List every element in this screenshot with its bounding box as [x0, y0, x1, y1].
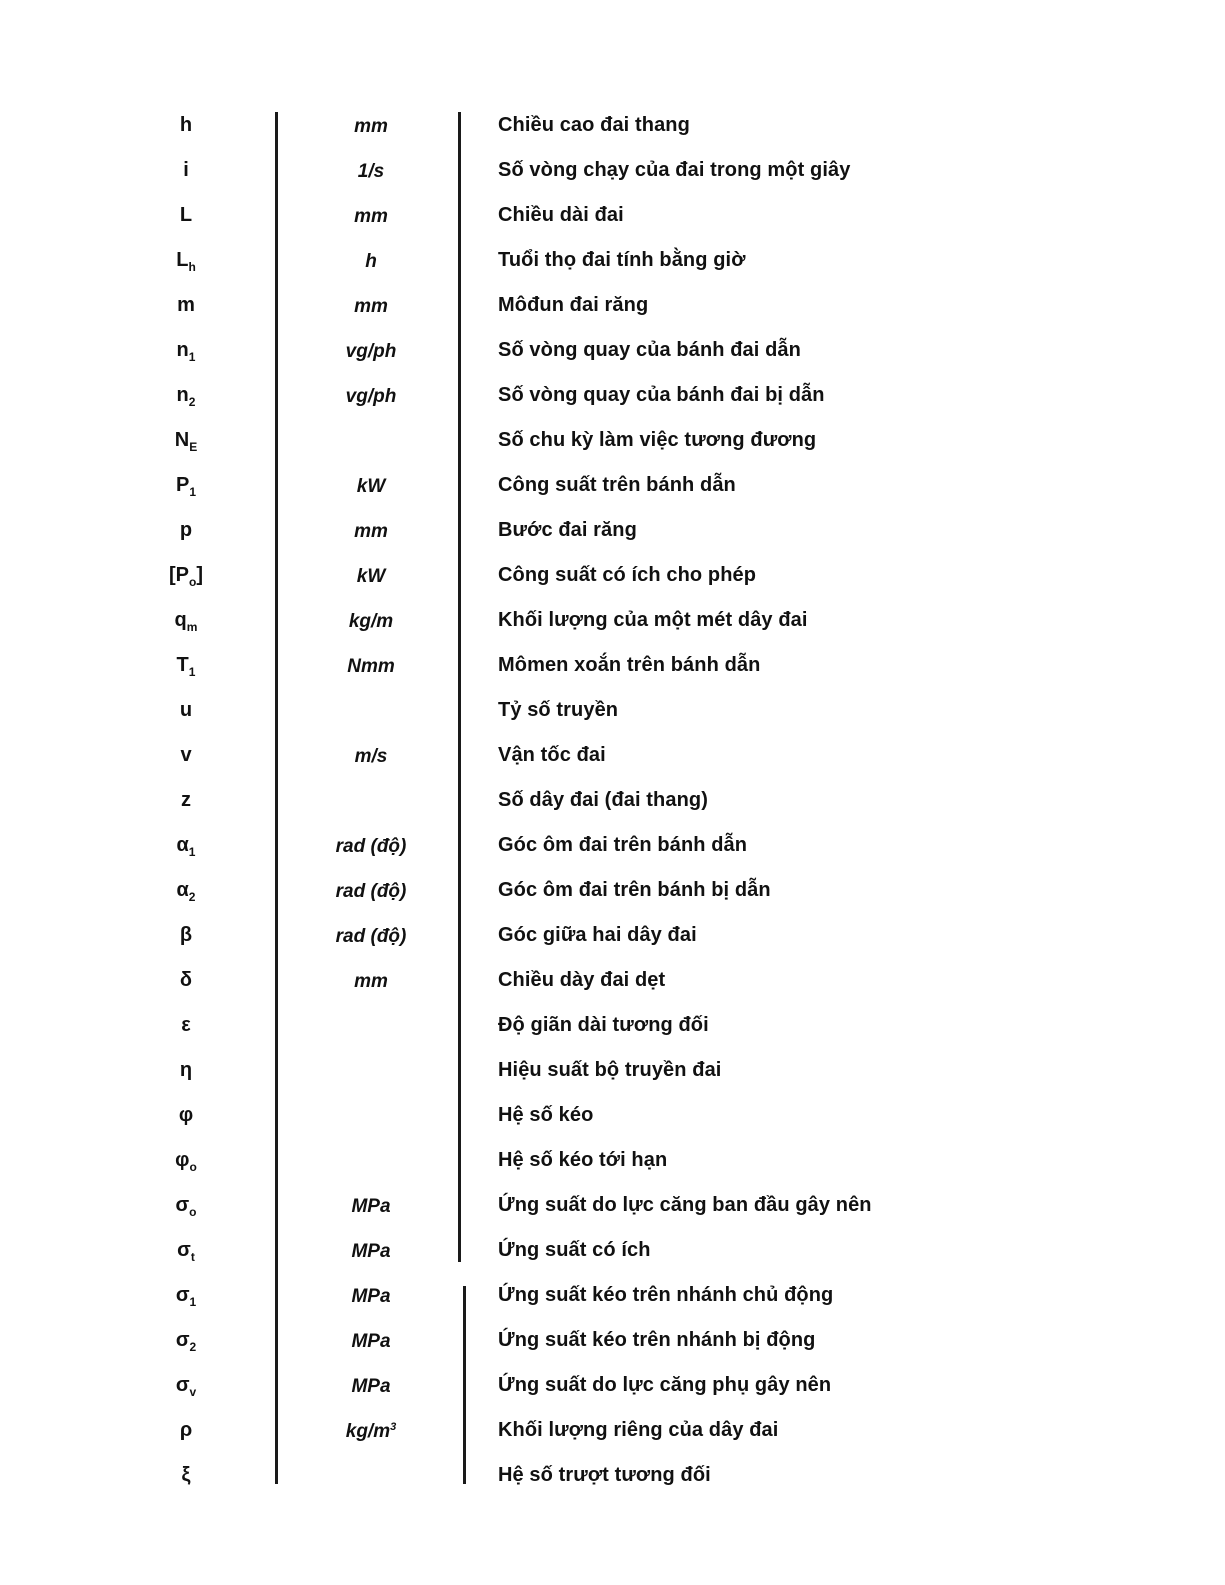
symbol-subscript: h	[188, 260, 196, 274]
symbol-text: q	[174, 609, 187, 631]
unit-cell	[296, 386, 446, 408]
unit-text: rad (độ)	[335, 881, 407, 902]
unit-text: m/s	[354, 746, 388, 767]
unit-superscript: 3	[390, 1421, 397, 1433]
table-row	[0, 1143, 1225, 1188]
table-row	[0, 783, 1225, 828]
symbol-subscript: E	[189, 440, 198, 454]
symbol-text: L	[179, 204, 193, 226]
symbol-cell	[150, 1104, 222, 1127]
unit-cell	[296, 1241, 446, 1263]
unit-cell	[296, 566, 446, 588]
symbol-subscript: m	[186, 620, 198, 634]
description-cell: Chiều cao đai thang	[498, 114, 690, 136]
table-row	[0, 1413, 1225, 1458]
description-cell: Hiệu suất bộ truyền đai	[498, 1059, 722, 1081]
symbol-cell	[150, 519, 222, 542]
table-row	[0, 963, 1225, 1008]
table-row	[0, 1278, 1225, 1323]
unit-cell	[296, 1286, 446, 1308]
table-row	[0, 873, 1225, 918]
symbol-subscript: 1	[189, 485, 197, 499]
symbol-text: N	[174, 429, 190, 451]
symbol-table	[0, 108, 1225, 1503]
unit-text: kW	[356, 566, 386, 587]
symbol-subscript: 1	[188, 350, 196, 364]
unit-cell	[296, 881, 446, 903]
description-cell: Hệ số kéo	[498, 1104, 594, 1126]
unit-cell	[296, 971, 446, 993]
table-row	[0, 1458, 1225, 1503]
symbol-cell	[150, 969, 222, 992]
symbol-subscript: o	[189, 1160, 197, 1174]
table-row	[0, 198, 1225, 243]
unit-cell	[296, 476, 446, 498]
unit-text: mm	[354, 206, 388, 227]
symbol-text: δ	[179, 969, 193, 991]
symbol-cell	[150, 924, 222, 947]
symbol-text: σ	[175, 1284, 190, 1306]
description-cell: Ứng suất do lực căng phụ gây nên	[498, 1374, 832, 1396]
description-cell: Số vòng chạy của đai trong một giây	[498, 159, 851, 181]
symbol-subscript: 1	[188, 845, 196, 859]
description-cell: Khối lượng của một mét dây đai	[498, 609, 808, 631]
table-row	[0, 378, 1225, 423]
symbol-cell	[150, 474, 222, 497]
unit-cell	[296, 251, 446, 273]
description-cell: Góc ôm đai trên bánh dẫn	[498, 834, 748, 856]
symbol-cell	[150, 1419, 222, 1442]
symbol-cell	[150, 1374, 222, 1397]
description-cell: Ứng suất kéo trên nhánh chủ động	[498, 1284, 834, 1306]
symbol-subscript: 1	[188, 665, 196, 679]
table-row	[0, 738, 1225, 783]
unit-text: mm	[354, 521, 388, 542]
symbol-subscript: v	[189, 1385, 197, 1399]
symbol-cell	[150, 879, 222, 902]
symbol-cell	[150, 204, 222, 227]
table-row	[0, 153, 1225, 198]
unit-cell	[296, 836, 446, 858]
unit-text: rad (độ)	[335, 926, 407, 947]
symbol-cell	[150, 249, 222, 272]
unit-cell	[296, 341, 446, 363]
symbol-text: σ	[175, 1194, 190, 1216]
table-row	[0, 648, 1225, 693]
table-row	[0, 1368, 1225, 1413]
symbol-cell	[150, 114, 222, 137]
symbol-text: φ	[175, 1149, 190, 1171]
table-row	[0, 1233, 1225, 1278]
symbol-cell	[150, 1149, 222, 1172]
symbol-text: P	[175, 474, 190, 496]
description-cell: Tỷ số truyền	[498, 699, 619, 721]
symbol-cell	[150, 1329, 222, 1352]
description-cell: Góc ôm đai trên bánh bị dẫn	[498, 879, 771, 901]
table-row	[0, 513, 1225, 558]
symbol-cell	[150, 1239, 222, 1262]
symbol-text: α	[176, 879, 189, 901]
symbol-text: ρ	[179, 1419, 193, 1441]
symbol-cell	[150, 564, 222, 587]
table-row	[0, 468, 1225, 513]
unit-text: rad (độ)	[335, 836, 407, 857]
description-cell: Số dây đai (đai thang)	[498, 789, 708, 811]
symbol-cell	[150, 1194, 222, 1217]
unit-cell	[296, 1331, 446, 1353]
unit-cell	[296, 1421, 446, 1443]
symbol-text: u	[179, 699, 193, 721]
table-row	[0, 558, 1225, 603]
description-cell: Công suất có ích cho phép	[498, 564, 757, 586]
description-cell: Công suất trên bánh dẫn	[498, 474, 736, 496]
unit-text: MPa	[351, 1376, 391, 1397]
description-cell: Hệ số kéo tới hạn	[498, 1149, 668, 1171]
table-row	[0, 423, 1225, 468]
unit-cell	[296, 206, 446, 228]
symbol-cell	[150, 159, 222, 182]
symbol-text: v	[180, 744, 192, 766]
unit-text: MPa	[351, 1241, 391, 1262]
table-row	[0, 108, 1225, 153]
table-row	[0, 1053, 1225, 1098]
description-cell: Bước đai răng	[498, 519, 637, 541]
unit-cell	[296, 1376, 446, 1398]
description-cell: Số chu kỳ làm việc tương đương	[498, 429, 817, 451]
symbol-text: α	[176, 834, 189, 856]
symbol-text: β	[179, 924, 193, 946]
symbol-cell	[150, 429, 222, 452]
symbol-cell	[150, 609, 222, 632]
symbol-text: [P	[168, 564, 189, 586]
unit-cell	[296, 161, 446, 183]
unit-cell	[296, 1196, 446, 1218]
description-cell: Môđun đai răng	[498, 294, 649, 316]
table-row	[0, 1008, 1225, 1053]
description-cell: Chiều dày đai dẹt	[498, 969, 666, 991]
description-cell: Độ giãn dài tương đối	[498, 1014, 709, 1036]
unit-text: h	[365, 251, 377, 272]
unit-text: vg/ph	[345, 386, 397, 407]
unit-text: kg/m	[348, 611, 394, 632]
unit-text: MPa	[351, 1286, 391, 1307]
symbol-text: z	[181, 789, 191, 811]
description-cell: Mômen xoắn trên bánh dẫn	[498, 654, 761, 676]
description-cell: Góc giữa hai dây đai	[498, 924, 697, 946]
description-cell: Số vòng quay của bánh đai dẫn	[498, 339, 801, 361]
symbol-cell	[150, 1014, 222, 1037]
description-cell: Vận tốc đai	[498, 744, 606, 766]
description-cell: Ứng suất kéo trên nhánh bị động	[498, 1329, 816, 1351]
description-cell: Ứng suất do lực căng ban đầu gây nên	[498, 1194, 872, 1216]
symbol-text: p	[179, 519, 193, 541]
symbol-text: φ	[178, 1104, 194, 1126]
symbol-text: ξ	[181, 1464, 191, 1486]
symbol-text: L	[176, 249, 189, 271]
unit-cell	[296, 296, 446, 318]
symbol-text: h	[179, 114, 193, 136]
description-cell: Tuổi thọ đai tính bằng giờ	[498, 249, 746, 271]
symbol-cell	[150, 744, 222, 767]
table-row	[0, 288, 1225, 333]
description-cell: Chiều dài đai	[498, 204, 624, 226]
table-row	[0, 243, 1225, 288]
unit-cell	[296, 926, 446, 948]
symbol-text: σ	[175, 1374, 190, 1396]
symbol-text: ε	[181, 1014, 191, 1036]
table-row	[0, 1188, 1225, 1233]
symbol-cell	[150, 294, 222, 317]
unit-cell	[296, 116, 446, 138]
symbol-cell	[150, 699, 222, 722]
table-row	[0, 1323, 1225, 1368]
symbol-subscript: o	[189, 1205, 197, 1219]
symbol-subscript: t	[190, 1250, 195, 1264]
unit-text: mm	[354, 971, 388, 992]
description-cell: Hệ số trượt tương đối	[498, 1464, 711, 1486]
table-row	[0, 828, 1225, 873]
unit-cell	[296, 746, 446, 768]
symbol-subscript: 1	[189, 1295, 197, 1309]
unit-text: mm	[354, 296, 388, 317]
symbol-text: n	[176, 339, 189, 361]
unit-text: 1/s	[357, 161, 385, 182]
unit-text: vg/ph	[345, 341, 397, 362]
unit-cell	[296, 656, 446, 678]
symbol-cell	[150, 654, 222, 677]
unit-text: MPa	[351, 1196, 391, 1217]
symbol-subscript: 2	[188, 890, 196, 904]
table-row	[0, 693, 1225, 738]
symbol-cell	[150, 384, 222, 407]
symbol-text: T	[176, 654, 189, 676]
table-row	[0, 918, 1225, 963]
symbol-text: n	[176, 384, 189, 406]
unit-text: kW	[356, 476, 386, 497]
symbol-subscript: 2	[189, 1340, 197, 1354]
unit-cell	[296, 611, 446, 633]
symbol-cell	[150, 834, 222, 857]
symbol-subscript: o	[188, 575, 197, 589]
symbol-cell	[150, 1464, 222, 1487]
symbol-closing-bracket: ]	[196, 564, 203, 586]
symbol-cell	[150, 1059, 222, 1082]
symbol-cell	[150, 339, 222, 362]
unit-text: Nmm	[347, 656, 395, 677]
symbol-text: σ	[175, 1329, 190, 1351]
description-cell: Ứng suất có ích	[498, 1239, 651, 1261]
unit-text: kg/m	[345, 1421, 391, 1442]
description-cell: Số vòng quay của bánh đai bị dẫn	[498, 384, 825, 406]
unit-text: MPa	[351, 1331, 391, 1352]
description-cell: Khối lượng riêng của dây đai	[498, 1419, 779, 1441]
symbol-text: η	[179, 1059, 193, 1081]
symbol-text: i	[183, 159, 189, 181]
unit-cell	[296, 521, 446, 543]
table-row	[0, 1098, 1225, 1143]
symbol-cell	[150, 789, 222, 812]
symbol-text: m	[177, 294, 195, 316]
symbol-subscript: 2	[188, 395, 196, 409]
unit-text: mm	[354, 116, 388, 137]
symbol-text: σ	[177, 1239, 191, 1261]
table-row	[0, 603, 1225, 648]
table-row	[0, 333, 1225, 378]
symbol-cell	[150, 1284, 222, 1307]
